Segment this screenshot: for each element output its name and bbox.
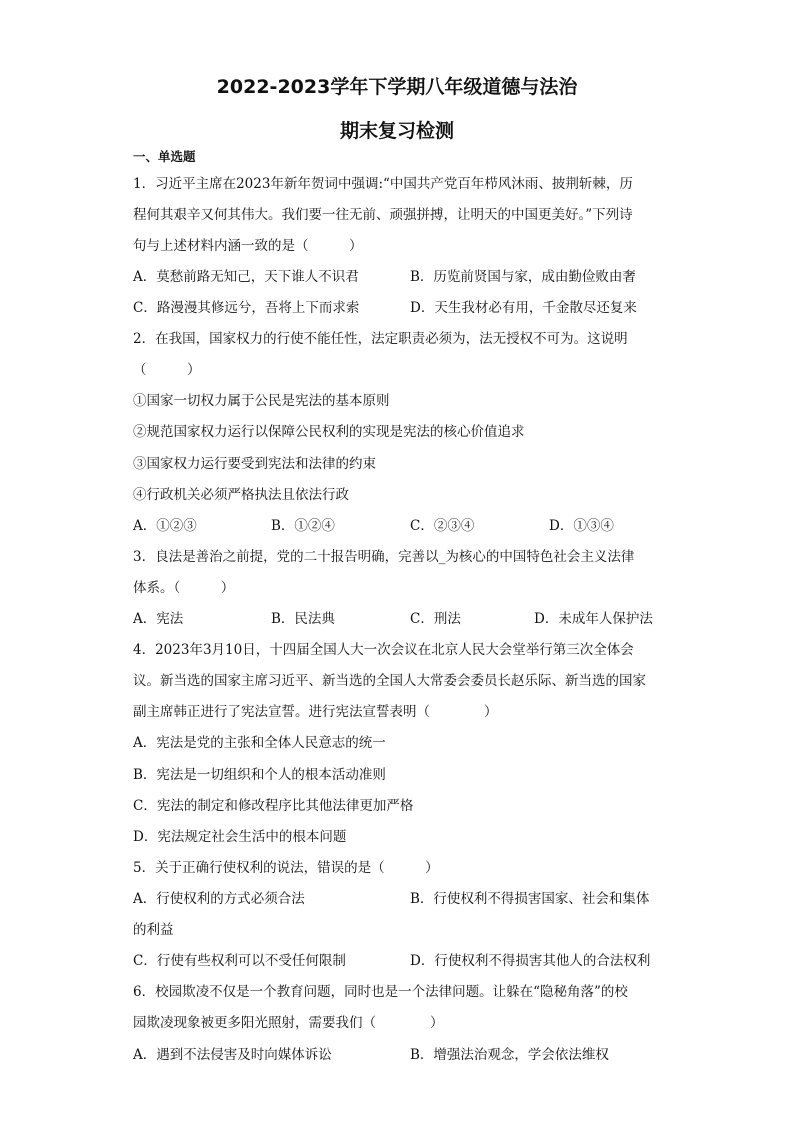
q2-option-a: A．①②③ [133,518,197,534]
section-heading: 一、单选题 [133,149,196,164]
q6-stem-line: 6．校园欺凌不仅是一个教育问题，同时也是一个法律问题。让躲在“隐秘角落”的校 [133,984,628,1000]
q1-stem-line: 程何其艰辛又何其伟大。我们要一往无前、顽强拼搏，让明天的中国更美好。”下列诗 [133,207,633,223]
q4-option-a: A．宪法是党的主张和全体人民意志的统一 [133,735,386,751]
q3-stem-line: 体系。（ ） [133,580,235,596]
q4-stem-line: 副主席韩正进行了宪法宣誓。进行宪法宣誓表明（ ） [133,704,498,720]
q1-option-d: D．天生我材必有用，千金散尽还复来 [410,300,637,316]
q4-option-c: C．宪法的制定和修改程序比其他法律更加严格 [133,798,414,814]
q3-stem-line: 3．良法是善治之前提，党的二十报告明确，完善以_为核心的中国特色社会主义法律 [133,549,635,565]
q2-statement: ④行政机关必须严格执法且依法行政 [133,487,349,503]
q1-stem-line: 1．习近平主席在2023年新年贺词中强调:“中国共产党百年栉风沐雨、披荆斩棘，历 [133,176,633,192]
q2-statement: ③国家权力运行要受到宪法和法律的约束 [133,456,376,472]
q4-stem-line: 4．2023年3月10日，十四届全国人大一次会议在北京人民大会堂举行第三次全体会 [133,642,634,658]
q3-option-c: C．刑法 [410,611,461,627]
q2-option-c: C．②③④ [410,518,475,534]
q4-option-d: D．宪法规定社会生活中的根本问题 [133,829,347,845]
q2-statement: ①国家一切权力属于公民是宪法的基本原则 [133,393,390,409]
q5-option-b-continued: 的利益 [133,922,174,938]
q1-option-b: B．历览前贤国与家，成由勤俭败由奢 [410,269,636,285]
page-title: 2022-2023学年下学期八年级道德与法治 [216,76,578,98]
q2-option-b: B．①②④ [271,518,335,534]
q3-option-b: B．民法典 [271,611,335,627]
q5-option-b: B．行使权利不得损害国家、社会和集体 [410,891,650,907]
q1-stem-line: 句与上述材料内涵一致的是（ ） [133,238,363,254]
q4-option-b: B．宪法是一切组织和个人的根本活动准则 [133,767,386,783]
q2-stem-line: （ ） [133,362,201,378]
q5-option-d: D．行使权利不得损害其他人的合法权利 [410,953,651,969]
q3-option-d: D．未成年人保护法 [534,611,653,627]
q6-option-a: A．遇到不法侵害及时向媒体诉讼 [133,1047,332,1063]
q1-option-c: C．路漫漫其修远兮，吾将上下而求索 [133,300,360,316]
q5-option-c: C．行使有些权利可以不受任何限制 [133,953,346,969]
q1-option-a: A．莫愁前路无知己，天下谁人不识君 [133,269,359,285]
page-subtitle: 期末复习检测 [339,120,454,142]
q6-stem-line: 园欺凌现象被更多阳光照射，需要我们（ ） [133,1015,444,1031]
q2-stem-line: 2．在我国，国家权力的行使不能任性，法定职责必须为，法无授权不可为。这说明 [133,331,628,347]
q4-stem-line: 议。新当选的国家主席习近平、新当选的全国人大常委会委员长赵乐际、新当选的国家 [133,673,646,689]
q2-statement: ②规范国家权力运行以保障公民权利的实现是宪法的核心价值追求 [133,424,525,440]
q5-stem-line: 5．关于正确行使权利的说法，错误的是（ ） [133,860,439,876]
q5-option-a: A．行使权利的方式必须合法 [133,891,305,907]
q3-option-a: A．宪法 [133,611,184,627]
q2-option-d: D．①③④ [549,518,614,534]
q6-option-b: B．增强法治观念，学会依法维权 [410,1047,609,1063]
